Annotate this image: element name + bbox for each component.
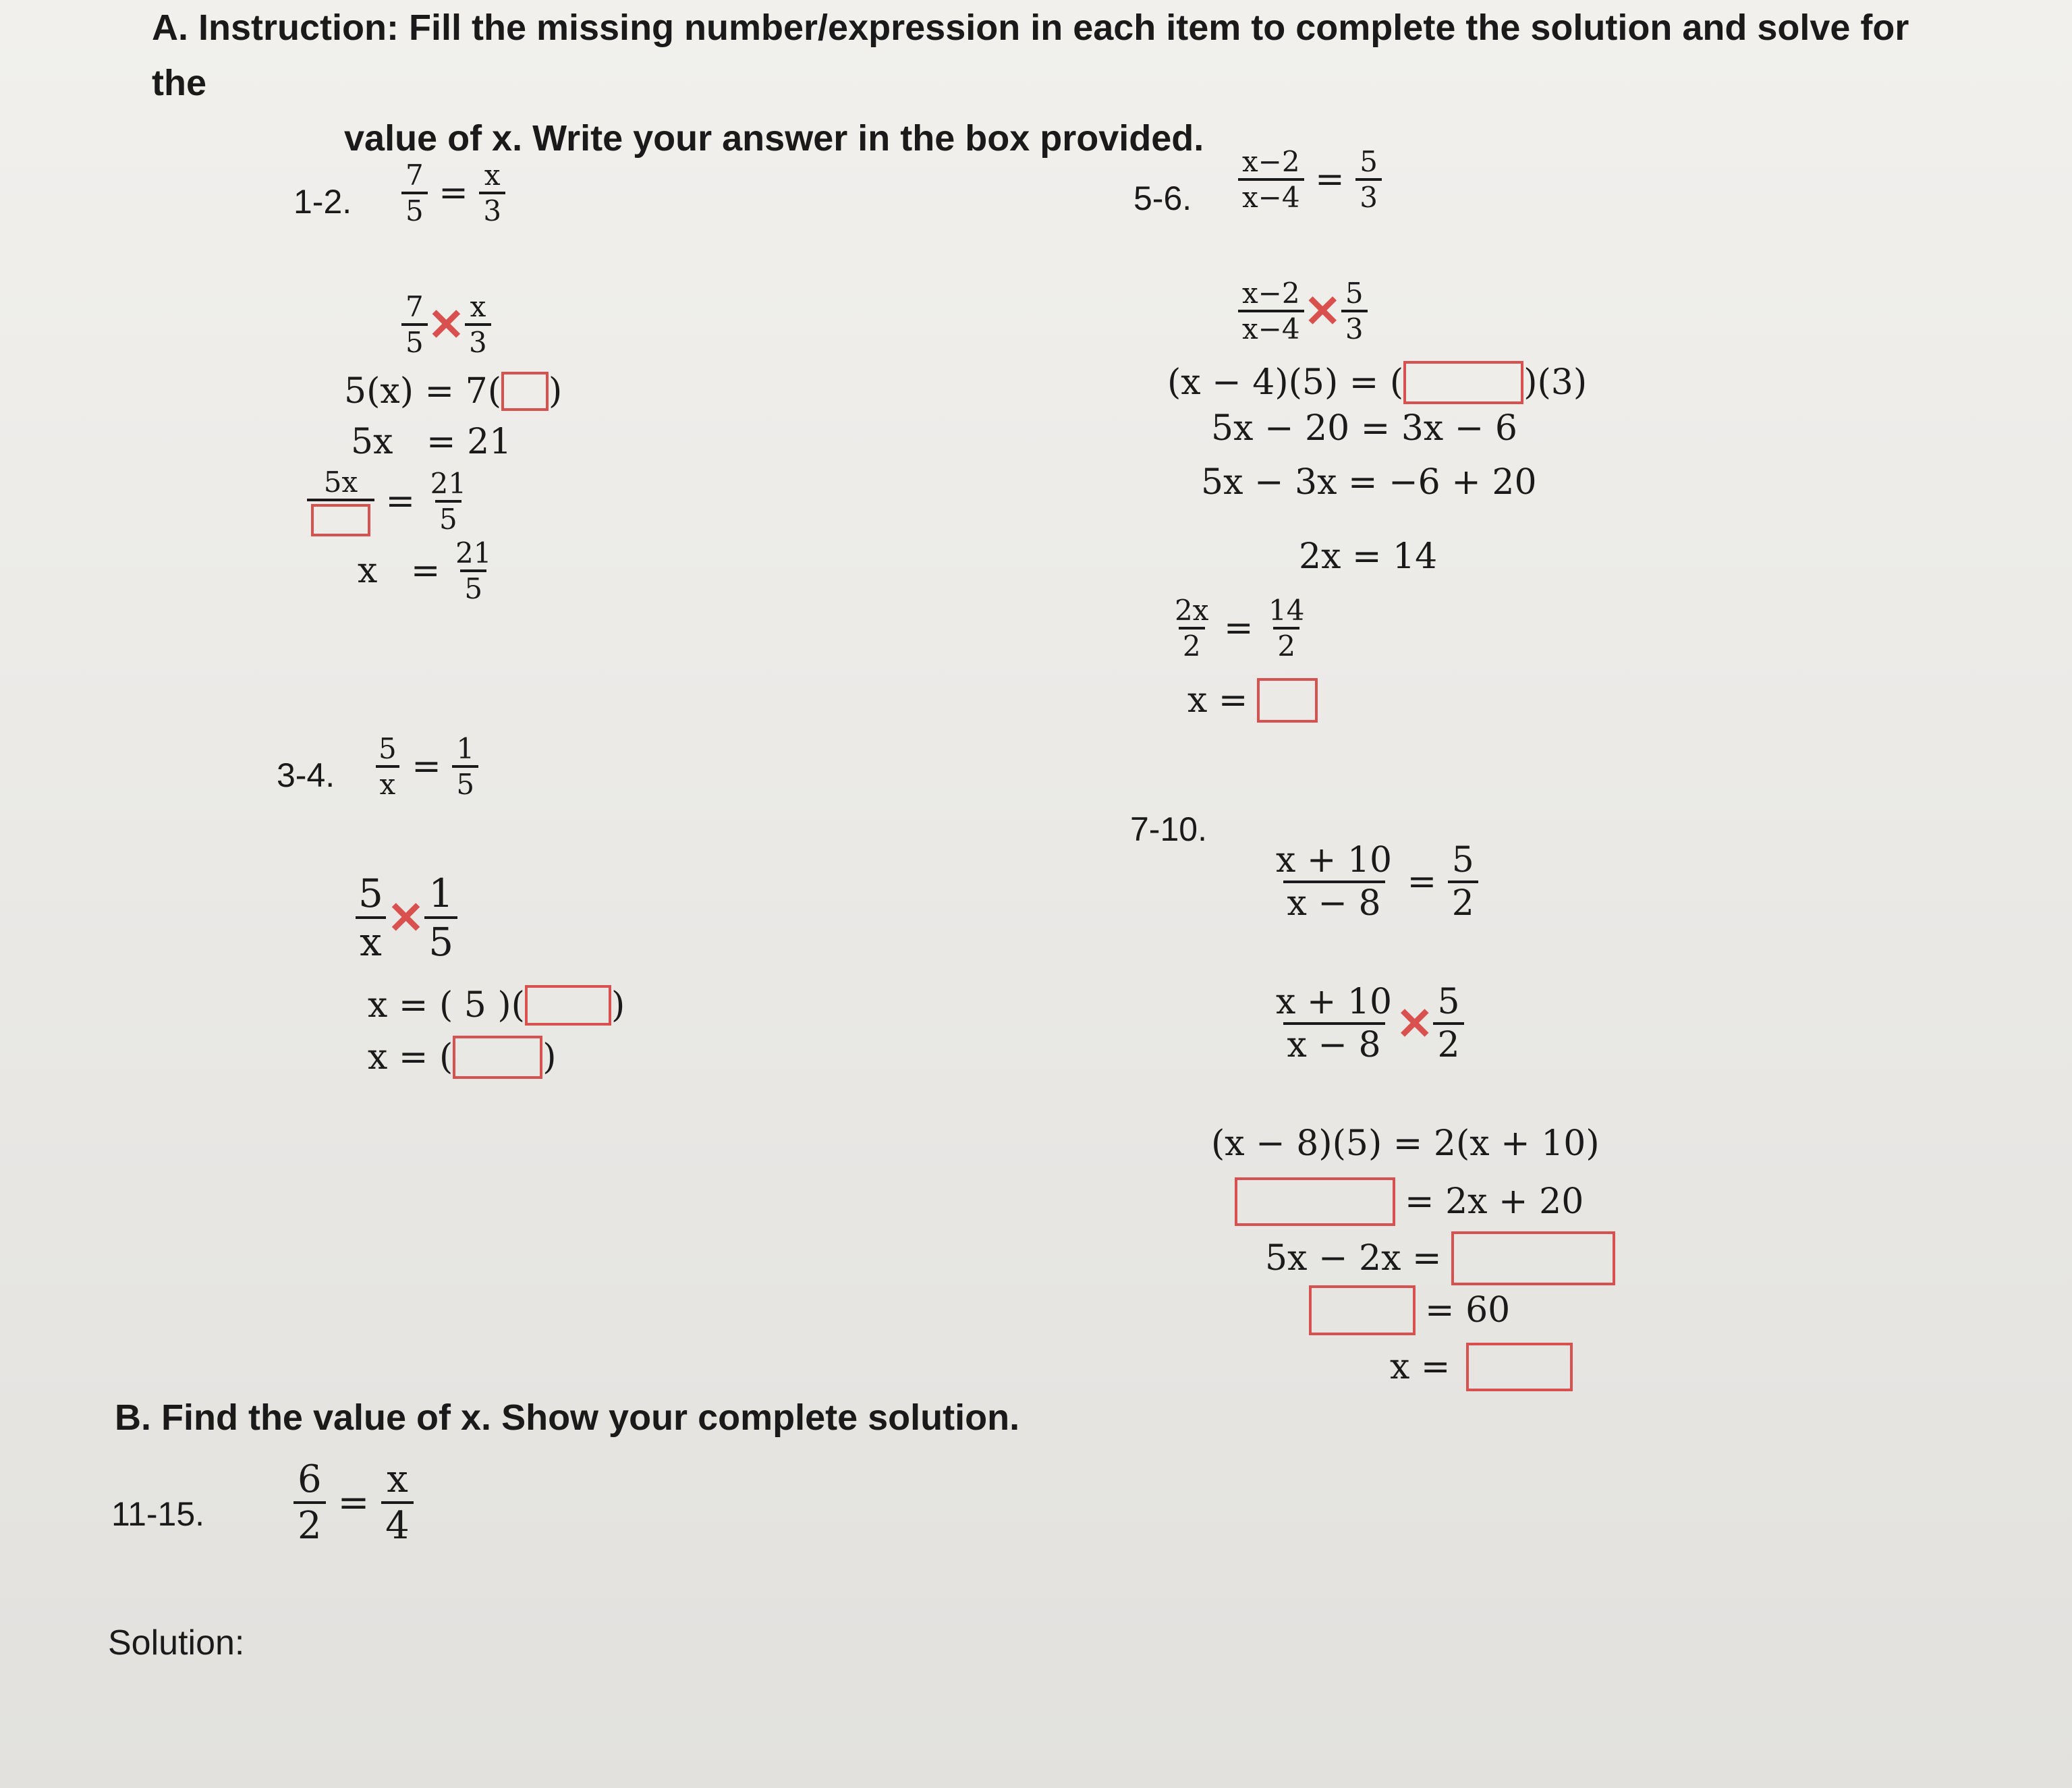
item-7-10-step4 — [1235, 1177, 1584, 1226]
num: 5 — [1451, 840, 1474, 881]
den: 2 — [1448, 881, 1478, 924]
den: 2 — [293, 1501, 326, 1548]
answer-box[interactable] — [1451, 1231, 1615, 1285]
item-1-2-label: 1-2. — [293, 183, 352, 221]
step-rhs: = 2x + 20 — [1405, 1181, 1584, 1222]
step-lhs: 5(x) = 7( — [344, 371, 501, 412]
num: 5 — [1360, 145, 1378, 178]
num: 2x — [1175, 594, 1209, 627]
cross-multiply-icon: ✕ — [1304, 285, 1341, 337]
instruction-line-1: A. Instruction: Fill the missing number/expression in each item to complete the solution and solve for the — [152, 7, 1909, 103]
item-3-4-step4 — [368, 1036, 557, 1079]
den: x — [376, 765, 400, 801]
item-7-10-step3: (x − 8)(5) = 2(x + 10) — [1211, 1123, 1600, 1164]
item-5-6-step3 — [1167, 361, 1587, 404]
step-lhs: x = — [1187, 680, 1248, 721]
den: 5 — [424, 916, 457, 965]
answer-box[interactable] — [1403, 361, 1523, 404]
num: 21 — [430, 466, 467, 500]
item-7-10-label: 7-10. — [1130, 810, 1207, 848]
answer-box[interactable] — [311, 504, 370, 536]
answer-box[interactable] — [525, 985, 611, 1026]
step-lhs: (x − 4)(5) = ( — [1167, 362, 1404, 403]
item-3-4-label: 3-4. — [277, 756, 335, 794]
instruction — [152, 0, 1973, 166]
num: 5 — [379, 732, 397, 765]
den: x — [356, 916, 386, 965]
den: x − 8 — [1283, 1022, 1385, 1065]
step-rhs: ) — [542, 1037, 557, 1078]
den: 3 — [1341, 310, 1368, 345]
item-1-2-cross-multiply — [401, 290, 491, 359]
item-7-10-step5 — [1265, 1231, 1615, 1285]
answer-box[interactable] — [1257, 678, 1318, 723]
num: 5 — [1345, 277, 1364, 310]
item-7-10-equation: $\frac{x + 10}{x - 8}$ = $\frac{5}{2}$ — [1272, 840, 1478, 924]
item-1-2-step5: 5x = $\frac{21}{5}$ — [307, 466, 470, 536]
item-5-6-equation: $\frac{x-2}{x-4}$ = $\frac{5}{3}$ — [1238, 145, 1382, 214]
item-3-4-step3 — [368, 985, 625, 1026]
instruction-line-2: value of x. Write your answer in the box provided. — [344, 118, 1204, 159]
item-7-10-cross-multiply — [1272, 982, 1464, 1065]
num: 5 — [1437, 982, 1460, 1022]
item-5-6-label: 5-6. — [1133, 179, 1192, 217]
step-lhs: 5x − 2x = — [1265, 1238, 1442, 1279]
den: 5 — [435, 500, 461, 536]
item-5-6-step4: 5x − 20 = 3x − 6 — [1211, 408, 1517, 449]
item-5-6-step6: 2x = 14 — [1299, 536, 1438, 577]
num: 14 — [1268, 594, 1305, 627]
answer-box[interactable] — [501, 372, 549, 411]
item-1-2-step3 — [344, 371, 562, 412]
den: 2 — [1179, 627, 1205, 663]
den: x−4 — [1238, 310, 1304, 345]
den: x − 8 — [1283, 881, 1385, 924]
cross-multiply-icon: ✕ — [387, 891, 425, 944]
num: x — [387, 1457, 408, 1501]
item-1-2-step6: x = $\frac{21}{5}$ — [358, 536, 495, 605]
num: x — [484, 159, 501, 192]
num: 6 — [298, 1457, 322, 1501]
step-rhs: ) — [548, 371, 563, 412]
cross-multiply-icon: ✕ — [427, 298, 466, 351]
num: 1 — [456, 732, 475, 765]
answer-box[interactable] — [1235, 1177, 1395, 1226]
section-b-title: B. Find the value of x. Show your complete solution. — [115, 1397, 1020, 1438]
item-1-2-step4: 5x = 21 — [351, 422, 512, 462]
cross-multiply-icon: ✕ — [1396, 997, 1434, 1050]
item-3-4-equation: $\frac{5}{x}$ = $\frac{1}{5}$ — [374, 732, 478, 801]
num: x−2 — [1242, 145, 1300, 178]
answer-box[interactable] — [453, 1036, 542, 1079]
step-rhs: ) — [611, 985, 625, 1026]
item-1-2-equation: $\frac{7}{5}$ = $\frac{x}{3}$ — [401, 159, 505, 227]
den: 5 — [460, 569, 486, 605]
item-5-6-step8 — [1187, 678, 1318, 723]
item-7-10-step7 — [1390, 1343, 1573, 1391]
step-lhs: x = ( 5 )( — [368, 985, 525, 1026]
step-lhs: x — [358, 551, 378, 591]
item-3-4-cross-multiply — [354, 870, 457, 965]
item-11-15-label: 11-15. — [111, 1495, 205, 1533]
num: x−2 — [1242, 277, 1300, 310]
step-rhs: = 60 — [1425, 1290, 1511, 1331]
num: 5 — [358, 870, 383, 916]
num: 21 — [455, 536, 492, 569]
item-11-15-equation: $\frac{6}{2}$ = $\frac{x}{4}$ — [293, 1457, 414, 1548]
den: 3 — [1355, 178, 1382, 214]
step-lhs: x = ( — [368, 1037, 453, 1078]
den: 5 — [401, 192, 428, 227]
answer-box[interactable] — [1466, 1343, 1573, 1391]
num: x + 10 — [1276, 982, 1393, 1022]
item-5-6-cross-multiply — [1238, 277, 1368, 345]
den: 2 — [1273, 627, 1299, 663]
den: 4 — [381, 1501, 414, 1548]
num: 1 — [428, 870, 454, 916]
solution-label: Solution: — [108, 1623, 245, 1663]
num: 5x — [323, 466, 358, 499]
den: 5 — [452, 765, 478, 801]
answer-box[interactable] — [1309, 1285, 1416, 1335]
den: 3 — [465, 323, 491, 359]
den: 2 — [1433, 1022, 1463, 1065]
den: x−4 — [1238, 178, 1304, 214]
den: 3 — [479, 192, 505, 227]
den: 5 — [401, 323, 428, 359]
num: 7 — [405, 290, 424, 323]
step-lhs: x = — [1390, 1347, 1451, 1387]
num: x — [470, 290, 486, 323]
item-5-6-step5: 5x − 3x = −6 + 20 — [1201, 462, 1537, 503]
item-5-6-step7: $\frac{2x}{2}$ = $\frac{14}{2}$ — [1171, 594, 1309, 663]
step-rhs: )(3) — [1523, 362, 1588, 403]
num: 7 — [405, 159, 424, 192]
item-7-10-step6 — [1309, 1285, 1510, 1335]
num: x + 10 — [1276, 840, 1393, 881]
